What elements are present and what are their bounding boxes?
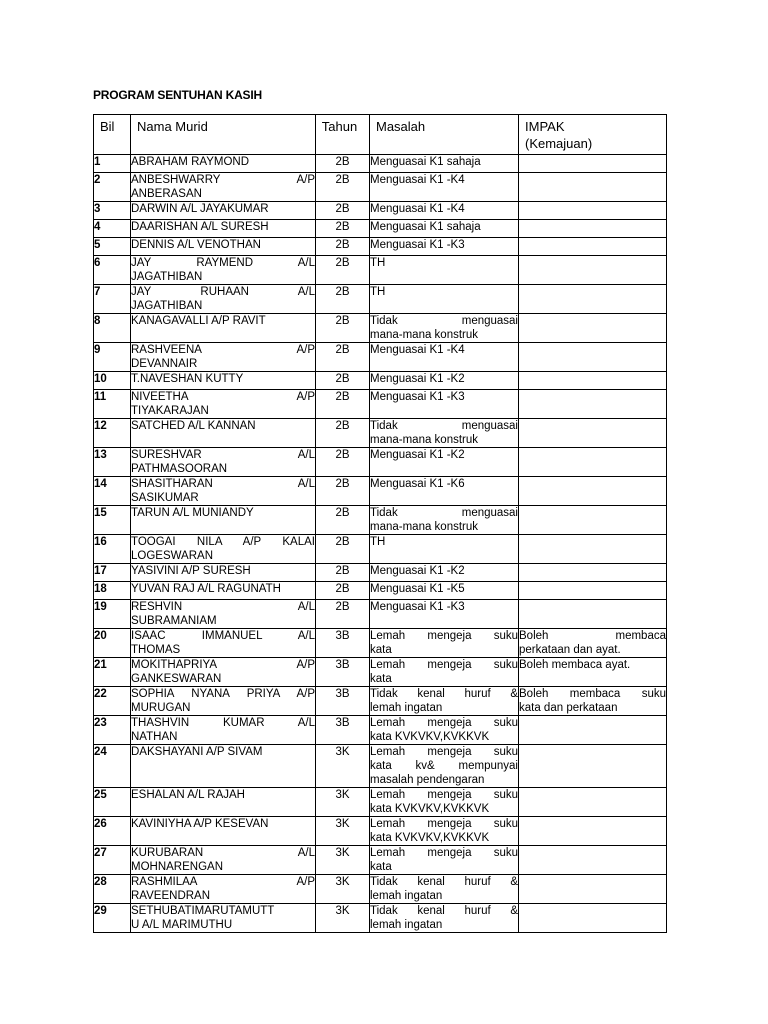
masalah-line: kata [370, 673, 392, 685]
header-impak [519, 115, 667, 155]
table-row [94, 687, 667, 716]
cell-impak [519, 173, 667, 202]
cell-bil: 19 [94, 600, 131, 629]
masalah-line: Lemah mengeja suku [370, 659, 518, 671]
cell-masalah [370, 687, 519, 716]
table-row [94, 343, 667, 372]
cell-nama-murid [131, 788, 316, 817]
masalah-line: Tidak menguasai [370, 507, 518, 519]
cell-masalah [370, 343, 519, 372]
cell-bil: 3 [94, 202, 131, 220]
header-bil: Bil [94, 115, 131, 155]
nama-line: RESHVIN A/L [131, 601, 315, 613]
cell-bil: 10 [94, 372, 131, 390]
nama-line: YUVAN RAJ A/L RAGUNATH [131, 583, 281, 595]
header-tahun: Tahun [316, 115, 370, 155]
nama-line: NIVEETHA A/P [131, 391, 315, 403]
cell-masalah [370, 256, 519, 285]
cell-nama-murid [131, 173, 316, 202]
masalah-line: kata KVKVKV,KVKKVK [370, 832, 490, 844]
cell-bil: 5 [94, 238, 131, 256]
cell-impak [519, 477, 667, 506]
masalah-line: Menguasai K1 -K4 [370, 203, 465, 215]
cell-nama-murid [131, 155, 316, 173]
cell-bil: 26 [94, 817, 131, 846]
masalah-line: Menguasai K1 sahaja [370, 221, 481, 233]
masalah-line: TH [370, 286, 386, 298]
cell-nama-murid [131, 658, 316, 687]
cell-masalah [370, 817, 519, 846]
table-row [94, 904, 667, 933]
cell-bil: 24 [94, 745, 131, 788]
cell-impak [519, 202, 667, 220]
table-row [94, 419, 667, 448]
nama-line: KANAGAVALLI A/P RAVIT [131, 315, 266, 327]
masalah-line: Tidak menguasai [370, 420, 518, 432]
masalah-line: Menguasai K1 sahaja [370, 156, 481, 168]
table-row [94, 506, 667, 535]
masalah-line: Menguasai K1 -K3 [370, 239, 465, 251]
cell-bil: 7 [94, 285, 131, 314]
nama-line: SOPHIA NYANA PRIYA A/P [131, 688, 315, 700]
cell-impak [519, 285, 667, 314]
cell-masalah [370, 875, 519, 904]
nama-line: JAGATHIBAN [131, 300, 203, 312]
table-row [94, 658, 667, 687]
cell-bil: 20 [94, 629, 131, 658]
masalah-line: lemah ingatan [370, 702, 443, 714]
masalah-line: kata kv& mempunyai [370, 760, 518, 772]
nama-line: DEVANNAIR [131, 358, 198, 370]
cell-bil: 18 [94, 582, 131, 600]
cell-bil: 6 [94, 256, 131, 285]
table-row [94, 256, 667, 285]
cell-tahun: 2B [316, 477, 370, 506]
nama-line: GANKESWARAN [131, 673, 222, 685]
cell-masalah [370, 788, 519, 817]
impak-line: Boleh membaca ayat. [519, 659, 631, 671]
cell-tahun: 2B [316, 448, 370, 477]
cell-bil: 11 [94, 390, 131, 419]
cell-masalah [370, 202, 519, 220]
cell-nama-murid [131, 687, 316, 716]
masalah-line: Menguasai K1 -K3 [370, 601, 465, 613]
cell-impak [519, 658, 667, 687]
nama-line: SATCHED A/L KANNAN [131, 420, 256, 432]
cell-impak [519, 390, 667, 419]
cell-nama-murid [131, 477, 316, 506]
cell-impak [519, 716, 667, 745]
cell-tahun: 3B [316, 658, 370, 687]
masalah-line: Menguasai K1 -K6 [370, 478, 465, 490]
cell-impak [519, 256, 667, 285]
nama-line: JAGATHIBAN [131, 271, 203, 283]
masalah-line: kata [370, 644, 392, 656]
masalah-line: Tidak kenal huruf & [370, 688, 518, 700]
cell-impak [519, 220, 667, 238]
cell-nama-murid [131, 564, 316, 582]
nama-line: TARUN A/L MUNIANDY [131, 507, 254, 519]
cell-masalah [370, 448, 519, 477]
cell-nama-murid [131, 238, 316, 256]
nama-line: DENNIS A/L VENOTHAN [131, 239, 261, 251]
nama-line: THOMAS [131, 644, 181, 656]
cell-tahun: 3K [316, 875, 370, 904]
cell-masalah [370, 419, 519, 448]
cell-bil: 4 [94, 220, 131, 238]
cell-tahun: 2B [316, 173, 370, 202]
cell-bil: 21 [94, 658, 131, 687]
nama-line: MOKITHAPRIYA A/P [131, 659, 315, 671]
cell-impak [519, 582, 667, 600]
table-row [94, 477, 667, 506]
cell-nama-murid [131, 582, 316, 600]
table-header-row [94, 115, 667, 155]
nama-line: ABRAHAM RAYMOND [131, 156, 249, 168]
masalah-line: Menguasai K1 -K4 [370, 344, 465, 356]
masalah-line: Menguasai K1 -K3 [370, 391, 465, 403]
table-row [94, 564, 667, 582]
cell-tahun: 2B [316, 372, 370, 390]
cell-nama-murid [131, 716, 316, 745]
header-impak-line2: (Kemajuan) [525, 136, 593, 151]
table-row [94, 238, 667, 256]
page-title: PROGRAM SENTUHAN KASIH [93, 88, 262, 102]
cell-masalah [370, 372, 519, 390]
nama-line: TOOGAI NILA A/P KALAI [131, 536, 315, 548]
nama-line: KURUBARAN A/L [131, 847, 315, 859]
cell-nama-murid [131, 600, 316, 629]
cell-masalah [370, 535, 519, 564]
nama-line: SUBRAMANIAM [131, 615, 217, 627]
cell-bil: 1 [94, 155, 131, 173]
nama-line: ANBESHWARRY A/P [131, 174, 315, 186]
cell-tahun: 2B [316, 600, 370, 629]
nama-line: NATHAN [131, 731, 178, 743]
cell-bil: 17 [94, 564, 131, 582]
nama-line: KAVINIYHA A/P KESEVAN [131, 818, 269, 830]
table-row [94, 716, 667, 745]
header-nama-murid: Nama Murid [131, 115, 316, 155]
table-row [94, 372, 667, 390]
nama-line: YASIVINI A/P SURESH [131, 565, 251, 577]
nama-line: DAKSHAYANI A/P SIVAM [131, 746, 263, 758]
cell-bil: 28 [94, 875, 131, 904]
cell-impak [519, 506, 667, 535]
masalah-line: Tidak kenal huruf & [370, 905, 518, 917]
cell-tahun: 3B [316, 687, 370, 716]
cell-impak [519, 817, 667, 846]
cell-bil: 14 [94, 477, 131, 506]
masalah-line: Tidak menguasai [370, 315, 518, 327]
nama-line: MOHNARENGAN [131, 861, 224, 873]
cell-tahun: 2B [316, 256, 370, 285]
nama-line: JAY RAYMEND A/L [131, 257, 315, 269]
cell-masalah [370, 173, 519, 202]
nama-line: T.NAVESHAN KUTTY [131, 373, 244, 385]
masalah-line: mana-mana konstruk [370, 521, 479, 533]
cell-nama-murid [131, 419, 316, 448]
table-row [94, 582, 667, 600]
cell-impak [519, 600, 667, 629]
nama-line: PATHMASOORAN [131, 463, 228, 475]
cell-impak [519, 343, 667, 372]
table-row [94, 448, 667, 477]
cell-tahun: 3K [316, 904, 370, 933]
masalah-line: TH [370, 536, 386, 548]
table-row [94, 202, 667, 220]
cell-tahun: 2B [316, 419, 370, 448]
masalah-line: Tidak kenal huruf & [370, 876, 518, 888]
impak-line: perkataan dan ayat. [519, 644, 621, 656]
table-row [94, 600, 667, 629]
cell-masalah [370, 285, 519, 314]
cell-bil: 16 [94, 535, 131, 564]
masalah-line: kata KVKVKV,KVKKVK [370, 731, 490, 743]
cell-tahun: 2B [316, 390, 370, 419]
cell-impak [519, 238, 667, 256]
masalah-line: mana-mana konstruk [370, 329, 479, 341]
nama-line: SURESHVAR A/L [131, 449, 315, 461]
cell-impak [519, 904, 667, 933]
cell-masalah [370, 745, 519, 788]
impak-line: Boleh membaca suku [519, 688, 666, 700]
cell-impak [519, 419, 667, 448]
masalah-line: Lemah mengeja suku [370, 630, 518, 642]
cell-impak [519, 687, 667, 716]
cell-bil: 22 [94, 687, 131, 716]
table-row [94, 817, 667, 846]
masalah-line: lemah ingatan [370, 890, 443, 902]
masalah-line: Menguasai K1 -K2 [370, 449, 465, 461]
cell-bil: 2 [94, 173, 131, 202]
cell-nama-murid [131, 506, 316, 535]
cell-tahun: 2B [316, 506, 370, 535]
impak-line: Boleh membaca [519, 630, 666, 642]
cell-tahun: 2B [316, 343, 370, 372]
table-row [94, 173, 667, 202]
cell-impak [519, 372, 667, 390]
cell-bil: 25 [94, 788, 131, 817]
cell-masalah [370, 629, 519, 658]
cell-tahun: 2B [316, 564, 370, 582]
nama-line: SETHUBATIMARUTAMUTT [131, 905, 275, 917]
cell-masalah [370, 600, 519, 629]
cell-masalah [370, 846, 519, 875]
masalah-line: masalah pendengaran [370, 774, 485, 786]
nama-line: U A/L MARIMUTHU [131, 919, 233, 931]
table-row [94, 788, 667, 817]
cell-masalah [370, 506, 519, 535]
table-row [94, 390, 667, 419]
cell-tahun: 2B [316, 202, 370, 220]
cell-bil: 8 [94, 314, 131, 343]
cell-masalah [370, 716, 519, 745]
student-table [93, 114, 667, 933]
cell-nama-murid [131, 629, 316, 658]
nama-line: TIYAKARAJAN [131, 405, 209, 417]
masalah-line: Menguasai K1 -K2 [370, 373, 465, 385]
cell-bil: 27 [94, 846, 131, 875]
cell-tahun: 2B [316, 220, 370, 238]
nama-line: ESHALAN A/L RAJAH [131, 789, 245, 801]
cell-nama-murid [131, 535, 316, 564]
table-row [94, 314, 667, 343]
cell-masalah [370, 904, 519, 933]
cell-masalah [370, 658, 519, 687]
header-impak-line1: IMPAK [525, 119, 565, 134]
table-row [94, 629, 667, 658]
masalah-line: Lemah mengeja suku [370, 818, 518, 830]
cell-masalah [370, 477, 519, 506]
cell-tahun: 3K [316, 817, 370, 846]
nama-line: JAY RUHAAN A/L [131, 286, 315, 298]
impak-line: kata dan perkataan [519, 702, 618, 714]
cell-bil: 15 [94, 506, 131, 535]
masalah-line: TH [370, 257, 386, 269]
cell-nama-murid [131, 817, 316, 846]
nama-line: RASHVEENA A/P [131, 344, 315, 356]
cell-impak [519, 314, 667, 343]
cell-tahun: 3K [316, 745, 370, 788]
cell-bil: 23 [94, 716, 131, 745]
cell-nama-murid [131, 285, 316, 314]
cell-tahun: 2B [316, 582, 370, 600]
masalah-line: Lemah mengeja suku [370, 717, 518, 729]
masalah-line: Lemah mengeja suku [370, 789, 518, 801]
cell-tahun: 2B [316, 314, 370, 343]
cell-masalah [370, 390, 519, 419]
cell-bil: 12 [94, 419, 131, 448]
cell-tahun: 2B [316, 535, 370, 564]
cell-nama-murid [131, 448, 316, 477]
cell-tahun: 3K [316, 846, 370, 875]
cell-nama-murid [131, 372, 316, 390]
cell-nama-murid [131, 256, 316, 285]
nama-line: THASHVIN KUMAR A/L [131, 717, 315, 729]
masalah-line: Lemah mengeja suku [370, 847, 518, 859]
cell-tahun: 2B [316, 238, 370, 256]
cell-masalah [370, 220, 519, 238]
masalah-line: mana-mana konstruk [370, 434, 479, 446]
nama-line: ISAAC IMMANUEL A/L [131, 630, 315, 642]
cell-impak [519, 875, 667, 904]
cell-tahun: 2B [316, 155, 370, 173]
masalah-line: Lemah mengeja suku [370, 746, 518, 758]
cell-nama-murid [131, 220, 316, 238]
cell-nama-murid [131, 390, 316, 419]
nama-line: SASIKUMAR [131, 492, 199, 504]
cell-impak [519, 846, 667, 875]
cell-bil: 9 [94, 343, 131, 372]
cell-nama-murid [131, 745, 316, 788]
cell-impak [519, 155, 667, 173]
masalah-line: Menguasai K1 -K4 [370, 174, 465, 186]
header-masalah: Masalah [370, 115, 519, 155]
cell-masalah [370, 314, 519, 343]
nama-line: SHASITHARAN A/L [131, 478, 315, 490]
cell-masalah [370, 564, 519, 582]
cell-nama-murid [131, 875, 316, 904]
cell-tahun: 3B [316, 716, 370, 745]
table-row [94, 875, 667, 904]
nama-line: RAVEENDRAN [131, 890, 211, 902]
masalah-line: kata KVKVKV,KVKKVK [370, 803, 490, 815]
cell-impak [519, 788, 667, 817]
cell-tahun: 3B [316, 629, 370, 658]
masalah-line: lemah ingatan [370, 919, 443, 931]
cell-masalah [370, 582, 519, 600]
nama-line: DARWIN A/L JAYAKUMAR [131, 203, 269, 215]
nama-line: MURUGAN [131, 702, 191, 714]
nama-line: RASHMILAA A/P [131, 876, 315, 888]
cell-tahun: 2B [316, 285, 370, 314]
cell-bil: 29 [94, 904, 131, 933]
cell-impak [519, 448, 667, 477]
table-row [94, 285, 667, 314]
table-row [94, 535, 667, 564]
cell-nama-murid [131, 314, 316, 343]
table-row [94, 846, 667, 875]
nama-line: LOGESWARAN [131, 550, 214, 562]
cell-impak [519, 564, 667, 582]
nama-line: ANBERASAN [131, 188, 202, 200]
cell-impak [519, 535, 667, 564]
masalah-line: kata [370, 861, 392, 873]
masalah-line: Menguasai K1 -K2 [370, 565, 465, 577]
cell-nama-murid [131, 904, 316, 933]
cell-nama-murid [131, 343, 316, 372]
table-row [94, 155, 667, 173]
cell-masalah [370, 155, 519, 173]
cell-tahun: 3K [316, 788, 370, 817]
table-row [94, 220, 667, 238]
nama-line: DAARISHAN A/L SURESH [131, 221, 269, 233]
cell-masalah [370, 238, 519, 256]
cell-impak [519, 745, 667, 788]
table-row [94, 745, 667, 788]
cell-nama-murid [131, 846, 316, 875]
masalah-line: Menguasai K1 -K5 [370, 583, 465, 595]
cell-impak [519, 629, 667, 658]
cell-bil: 13 [94, 448, 131, 477]
cell-nama-murid [131, 202, 316, 220]
